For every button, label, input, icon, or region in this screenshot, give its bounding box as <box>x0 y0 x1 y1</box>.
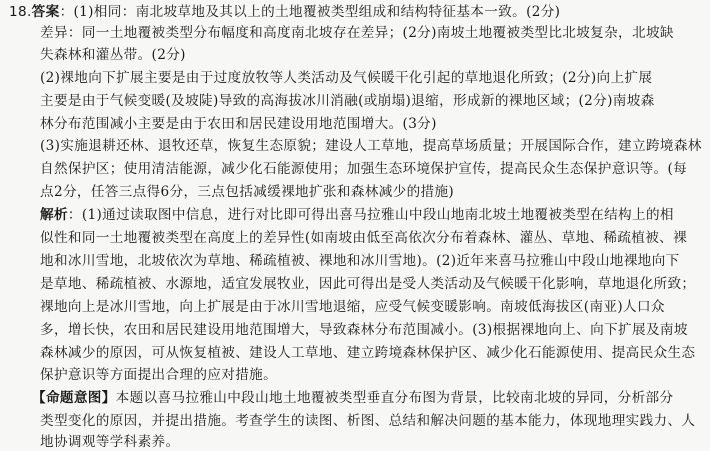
answer-line: 自然保护区；使用清洁能源，减少化石能源使用；加强生态环境保护宣传，提高民众生态保护意识等。(每 <box>40 161 688 177</box>
analysis-line: 保护意识等方面提出合理的应对措施。 <box>40 367 278 383</box>
intent-label: 【命题意图】 <box>32 390 116 406</box>
analysis-label: 解析 <box>40 207 68 223</box>
answer-line: (3)实施退耕还林、退牧还草，恢复生态原貌；建设人工草地，提高草场质量；开展国际合作，建立跨境森林 <box>40 138 702 154</box>
intent-text: 本题以喜马拉雅山中段山地土地覆被类型垂直分布图为背景，比较南北坡的异同，分析部分 <box>115 390 674 406</box>
analysis-line: 似性和同一土地覆被类型在高度上的差异性(如南坡由低至高依次分布着森林、灌丛、草地、稀疏植被、裸 <box>40 230 688 246</box>
analysis-text: ：(1)通过读取图中信息，进行对比即可得出喜马拉雅山中段山地南北坡土地覆被类型在结构上的相 <box>67 207 674 223</box>
question-number: 18. <box>9 4 32 20</box>
analysis-line-1 <box>40 206 674 224</box>
analysis-line: 多，增长快，农田和居民建设用地范围增大，导致森林分布范围减小。(3)根据裸地向上、向下扩展及南坡 <box>40 322 688 338</box>
analysis-line: 森林减少的原因，可从恢复植被、建设人工草地、建立跨境森林保护区、减少化石能源使用、提高民众生态 <box>40 345 696 361</box>
analysis-line: 地和冰川雪地，北坡依次为草地、稀疏植被、裸地和冰川雪地)。(2)近年来喜马拉雅山中段山地裸地向下 <box>40 253 680 269</box>
answer-line: 林分布范围减小主要是由于农田和居民建设用地范围增大。(3分) <box>40 116 437 132</box>
intent-line: 类型变化的原因，并提出措施。考查学生的读图、析图、总结和解决问题的基本能力，体现地理实践力、人 <box>40 413 696 429</box>
answer-label: 答案 <box>31 4 60 20</box>
analysis-line: 裸地向上是冰川雪地，向上扩展是由于冰川雪地退缩，应受气候变暖影响。南坡低海拔区(南亚)人口众 <box>40 299 665 315</box>
answer-line: 失森林和灌丛带。(2分) <box>40 47 186 63</box>
answer-line: (2)裸地向下扩展主要是由于过度放牧等人类活动及气候暖干化引起的草地退化所致；(2分)向上扩展 <box>40 70 653 86</box>
answer-line: 点2分，任答三点得6分，三点包括减缓裸地扩张和森林减少的措施) <box>40 184 455 200</box>
intent-line: 地协调观等学科素养。 <box>40 434 180 450</box>
answer-line: 差异：同一土地覆被类型分布幅度和高度南北坡存在差异；(2分)南坡土地覆被类型比北坡复杂，北坡缺 <box>40 25 674 41</box>
answer-line: 主要是由于气候变暖(及坡陡)导致的高海拔冰川消融(或崩塌)退缩，形成新的裸地区域；(2分)南坡森 <box>40 93 655 109</box>
answer-text: ：(1)相同：南北坡草地及其以上的土地覆被类型组成和结构特征基本一致。(2分) <box>59 4 561 20</box>
analysis-line: 是草地、稀疏植被、水源地，适宜发展牧业，因此可得出是受人类活动及气候暖干化影响，草地退化所致； <box>40 276 696 292</box>
intent-line-1 <box>32 389 673 407</box>
answer-line-1 <box>9 3 560 21</box>
